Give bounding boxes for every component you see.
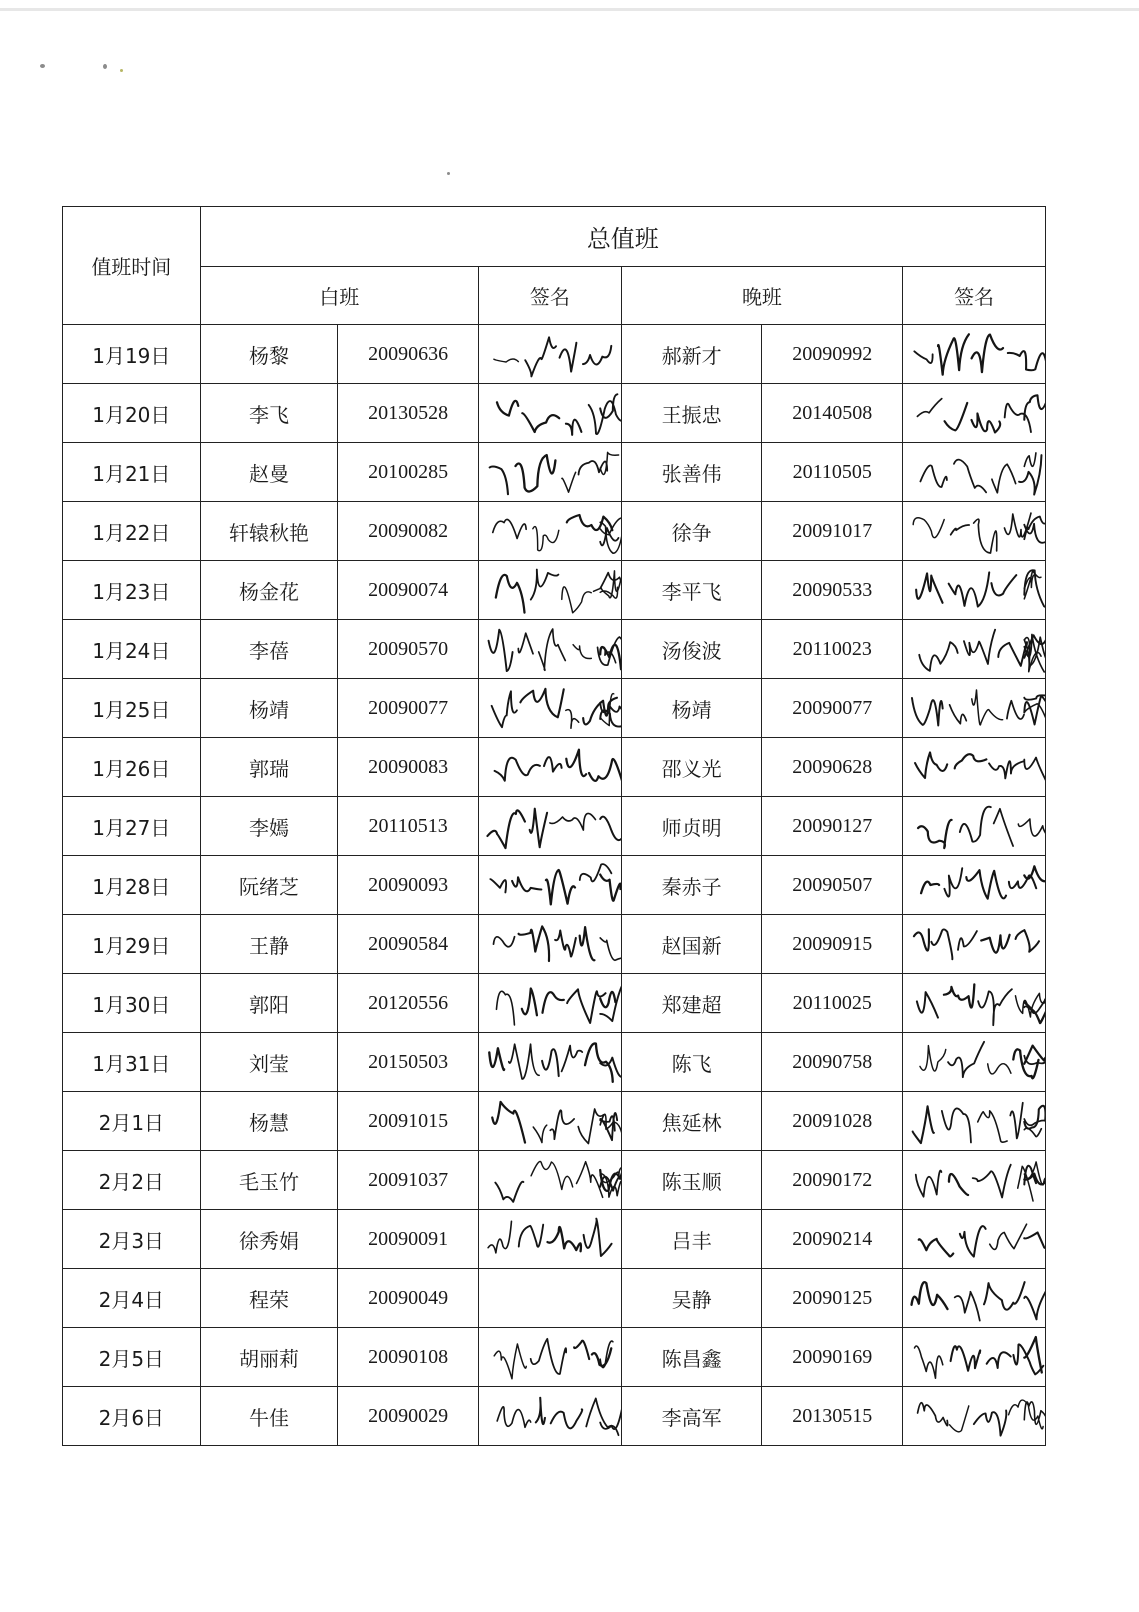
- duty-date: 2月4日: [63, 1269, 201, 1328]
- handwritten-signature: [479, 561, 621, 619]
- signature-strokes: [918, 392, 1045, 432]
- day-shift-id: 20090584: [338, 915, 479, 974]
- night-shift-id: 20110023: [762, 620, 903, 679]
- duty-date: 1月31日: [63, 1033, 201, 1092]
- handwritten-signature: [903, 1092, 1045, 1150]
- day-shift-name: 徐秀娟: [200, 1210, 338, 1269]
- handwritten-signature: [903, 974, 1045, 1032]
- signature-strokes: [490, 452, 619, 494]
- roster-row: [63, 1269, 1046, 1328]
- day-signature-cell: [478, 384, 621, 443]
- day-shift-name: 阮绪芝: [200, 856, 338, 915]
- night-shift-id: 20140508: [762, 384, 903, 443]
- signature-strokes: [920, 1042, 1045, 1080]
- day-signature-cell: [478, 1151, 621, 1210]
- day-shift-name: 王静: [200, 915, 338, 974]
- signature-strokes: [913, 1103, 1045, 1143]
- handwritten-signature: [903, 1210, 1045, 1268]
- day-signature-cell: [478, 620, 621, 679]
- duty-date: 1月30日: [63, 974, 201, 1033]
- handwritten-signature: [903, 1151, 1045, 1209]
- night-shift-name: 郝新才: [621, 325, 762, 384]
- signature-strokes: [488, 1219, 611, 1257]
- handwritten-signature: [479, 1033, 621, 1091]
- signature-strokes: [912, 690, 1045, 727]
- duty-date: 1月25日: [63, 679, 201, 738]
- night-shift-id: 20090214: [762, 1210, 903, 1269]
- signature-strokes: [919, 630, 1045, 672]
- day-signature-cell: [478, 797, 621, 856]
- day-shift-id: 20090082: [338, 502, 479, 561]
- day-signature-cell: [478, 1269, 621, 1328]
- roster-row: [63, 325, 1046, 384]
- day-shift-id: 20110513: [338, 797, 479, 856]
- duty-date: 2月2日: [63, 1151, 201, 1210]
- signature-strokes: [921, 866, 1045, 898]
- day-shift-id: 20090074: [338, 561, 479, 620]
- night-shift-id: 20090915: [762, 915, 903, 974]
- duty-date: 2月6日: [63, 1387, 201, 1446]
- day-shift-id: 20090636: [338, 325, 479, 384]
- night-shift-name: 陈昌鑫: [621, 1328, 762, 1387]
- night-shift-name: 王振忠: [621, 384, 762, 443]
- signature-strokes: [497, 1398, 621, 1436]
- handwritten-signature: [479, 679, 621, 737]
- night-signature-cell: [903, 561, 1046, 620]
- roster-row: [63, 502, 1046, 561]
- handwritten-signature: [479, 1210, 621, 1268]
- day-shift-id: 20130528: [338, 384, 479, 443]
- header-general-duty: 总值班: [200, 207, 1045, 267]
- night-shift-id: 20090127: [762, 797, 903, 856]
- night-signature-cell: [903, 620, 1046, 679]
- night-signature-cell: [903, 974, 1046, 1033]
- signature-strokes: [496, 983, 620, 1025]
- night-shift-id: 20090077: [762, 679, 903, 738]
- handwritten-signature: [903, 797, 1045, 855]
- scan-speck: [447, 172, 450, 175]
- signature-strokes: [489, 1043, 620, 1081]
- roster-row: [63, 1328, 1046, 1387]
- day-shift-name: 程荣: [200, 1269, 338, 1328]
- night-signature-cell: [903, 1092, 1046, 1151]
- night-shift-id: 20090533: [762, 561, 903, 620]
- roster-row: [63, 620, 1046, 679]
- night-shift-name: 陈飞: [621, 1033, 762, 1092]
- day-shift-name: 轩辕秋艳: [200, 502, 338, 561]
- night-shift-name: 郑建超: [621, 974, 762, 1033]
- day-signature-cell: [478, 856, 621, 915]
- signature-strokes: [914, 929, 1039, 959]
- signature-strokes: [493, 515, 621, 553]
- day-signature-cell: [478, 974, 621, 1033]
- roster-row: [63, 915, 1046, 974]
- duty-date: 1月29日: [63, 915, 201, 974]
- night-shift-name: 秦赤子: [621, 856, 762, 915]
- night-shift-name: 师贞明: [621, 797, 762, 856]
- header-day-shift: 白班: [200, 267, 478, 325]
- day-shift-name: 李嫣: [200, 797, 338, 856]
- signature-strokes: [495, 1161, 620, 1201]
- handwritten-signature: [903, 1328, 1045, 1386]
- day-shift-name: 杨黎: [200, 325, 338, 384]
- day-shift-name: 郭阳: [200, 974, 338, 1033]
- night-shift-id: 20090507: [762, 856, 903, 915]
- header-night-shift: 晚班: [621, 267, 902, 325]
- night-signature-cell: [903, 1210, 1046, 1269]
- day-shift-id: 20090083: [338, 738, 479, 797]
- night-signature-cell: [903, 856, 1046, 915]
- duty-roster-table: [62, 206, 1046, 1446]
- roster-row: [63, 1033, 1046, 1092]
- handwritten-signature: [479, 856, 621, 914]
- signature-strokes: [919, 1224, 1045, 1256]
- day-shift-id: 20090108: [338, 1328, 479, 1387]
- day-shift-name: 杨金花: [200, 561, 338, 620]
- night-signature-cell: [903, 1387, 1046, 1446]
- signature-strokes: [913, 513, 1045, 553]
- day-shift-id: 20150503: [338, 1033, 479, 1092]
- handwritten-signature: [479, 502, 621, 560]
- day-shift-name: 李飞: [200, 384, 338, 443]
- handwritten-signature: [903, 561, 1045, 619]
- handwritten-signature: [903, 856, 1045, 914]
- roster-row: [63, 1387, 1046, 1446]
- night-signature-cell: [903, 502, 1046, 561]
- roster-row: [63, 1092, 1046, 1151]
- night-shift-id: 20090758: [762, 1033, 903, 1092]
- night-shift-id: 20090169: [762, 1328, 903, 1387]
- signature-strokes: [917, 984, 1045, 1025]
- duty-date: 1月24日: [63, 620, 201, 679]
- day-shift-id: 20091015: [338, 1092, 479, 1151]
- night-signature-cell: [903, 797, 1046, 856]
- duty-date: 2月3日: [63, 1210, 201, 1269]
- scan-speck: [103, 64, 107, 69]
- night-signature-cell: [903, 443, 1046, 502]
- signature-strokes: [487, 809, 620, 849]
- day-shift-name: 胡丽莉: [200, 1328, 338, 1387]
- night-shift-id: 20090628: [762, 738, 903, 797]
- handwritten-signature: [479, 1387, 621, 1445]
- signature-strokes: [912, 1282, 1045, 1321]
- day-shift-id: 20090077: [338, 679, 479, 738]
- signature-strokes: [915, 1337, 1044, 1378]
- handwritten-signature: [903, 1269, 1045, 1327]
- night-shift-name: 吕丰: [621, 1210, 762, 1269]
- roster-row: [63, 1210, 1046, 1269]
- signature-strokes: [921, 453, 1042, 495]
- day-shift-name: 毛玉竹: [200, 1151, 338, 1210]
- night-shift-name: 杨靖: [621, 679, 762, 738]
- night-shift-name: 焦延林: [621, 1092, 762, 1151]
- duty-date: 1月23日: [63, 561, 201, 620]
- day-signature-cell: [478, 1328, 621, 1387]
- handwritten-signature: [903, 679, 1045, 737]
- handwritten-signature: [479, 384, 621, 442]
- day-signature-cell: [478, 443, 621, 502]
- roster-row: [63, 738, 1046, 797]
- night-shift-id: 20130515: [762, 1387, 903, 1446]
- night-shift-id: 20110505: [762, 443, 903, 502]
- header-duty-time: 值班时间: [63, 207, 201, 325]
- signature-strokes: [914, 334, 1045, 374]
- signature-strokes: [918, 807, 1045, 848]
- day-shift-name: 杨靖: [200, 679, 338, 738]
- signature-strokes: [492, 689, 621, 729]
- signature-strokes: [494, 337, 611, 376]
- night-shift-id: 20090172: [762, 1151, 903, 1210]
- day-signature-cell: [478, 1033, 621, 1092]
- handwritten-signature: [479, 325, 621, 383]
- night-shift-name: 徐争: [621, 502, 762, 561]
- roster-row: [63, 974, 1046, 1033]
- day-shift-name: 牛佳: [200, 1387, 338, 1446]
- day-shift-name: 刘莹: [200, 1033, 338, 1092]
- night-signature-cell: [903, 384, 1046, 443]
- night-signature-cell: [903, 325, 1046, 384]
- duty-date: 1月22日: [63, 502, 201, 561]
- night-signature-cell: [903, 738, 1046, 797]
- handwritten-signature: [479, 1328, 621, 1386]
- duty-date: 1月20日: [63, 384, 201, 443]
- day-signature-cell: [478, 325, 621, 384]
- night-shift-id: 20090992: [762, 325, 903, 384]
- signature-strokes: [497, 394, 621, 435]
- handwritten-signature: [903, 502, 1045, 560]
- night-shift-id: 20091017: [762, 502, 903, 561]
- duty-date: 1月27日: [63, 797, 201, 856]
- duty-date: 2月1日: [63, 1092, 201, 1151]
- signature-strokes: [495, 750, 621, 784]
- night-shift-name: 赵国新: [621, 915, 762, 974]
- night-shift-name: 陈玉顺: [621, 1151, 762, 1210]
- roster-row: [63, 561, 1046, 620]
- night-shift-name: 汤俊波: [621, 620, 762, 679]
- signature-strokes: [493, 926, 620, 961]
- night-signature-cell: [903, 915, 1046, 974]
- scan-edge: [0, 8, 1139, 11]
- day-signature-cell: [478, 502, 621, 561]
- duty-date: 1月19日: [63, 325, 201, 384]
- handwritten-signature: [903, 443, 1045, 501]
- handwritten-signature: [479, 620, 621, 678]
- night-shift-id: 20110025: [762, 974, 903, 1033]
- day-shift-id: 20100285: [338, 443, 479, 502]
- day-shift-id: 20120556: [338, 974, 479, 1033]
- day-shift-name: 郭瑞: [200, 738, 338, 797]
- handwritten-signature: [903, 325, 1045, 383]
- night-signature-cell: [903, 1033, 1046, 1092]
- duty-date: 1月21日: [63, 443, 201, 502]
- handwritten-signature: [479, 974, 621, 1032]
- day-shift-id: 20090091: [338, 1210, 479, 1269]
- day-shift-name: 李蓓: [200, 620, 338, 679]
- night-shift-name: 李高军: [621, 1387, 762, 1446]
- signature-strokes: [916, 570, 1045, 607]
- handwritten-signature: [479, 738, 621, 796]
- night-shift-name: 吴静: [621, 1269, 762, 1328]
- signature-strokes: [494, 1339, 613, 1379]
- night-shift-name: 李平飞: [621, 561, 762, 620]
- signature-strokes: [915, 752, 1045, 783]
- night-signature-cell: [903, 1269, 1046, 1328]
- signature-strokes: [496, 570, 621, 613]
- handwritten-signature: [903, 1033, 1045, 1091]
- handwritten-signature: [903, 915, 1045, 973]
- day-shift-id: 20090049: [338, 1269, 479, 1328]
- handwritten-signature: [903, 1387, 1045, 1445]
- handwritten-signature: [903, 620, 1045, 678]
- handwritten-signature: [479, 797, 621, 855]
- day-shift-id: 20090570: [338, 620, 479, 679]
- duty-date: 2月5日: [63, 1328, 201, 1387]
- scan-speck: [40, 64, 45, 68]
- day-shift-name: 赵曼: [200, 443, 338, 502]
- roster-row: [63, 1151, 1046, 1210]
- night-shift-name: 张善伟: [621, 443, 762, 502]
- night-shift-id: 20090125: [762, 1269, 903, 1328]
- handwritten-signature: [903, 738, 1045, 796]
- scan-speck: [120, 69, 123, 72]
- day-signature-cell: [478, 561, 621, 620]
- signature-strokes: [918, 1400, 1045, 1436]
- handwritten-signature: [479, 443, 621, 501]
- roster-body: [63, 325, 1046, 1446]
- header-day-signature: 签名: [478, 267, 621, 325]
- day-signature-cell: [478, 1387, 621, 1446]
- handwritten-signature: [903, 384, 1045, 442]
- duty-date: 1月28日: [63, 856, 201, 915]
- roster-row: [63, 384, 1046, 443]
- day-shift-name: 杨慧: [200, 1092, 338, 1151]
- signature-strokes: [489, 629, 621, 671]
- day-signature-cell: [478, 738, 621, 797]
- night-signature-cell: [903, 679, 1046, 738]
- duty-date: 1月26日: [63, 738, 201, 797]
- day-signature-cell: [478, 1092, 621, 1151]
- roster-row: [63, 679, 1046, 738]
- handwritten-signature: [479, 915, 621, 973]
- night-signature-cell: [903, 1328, 1046, 1387]
- day-shift-id: 20090029: [338, 1387, 479, 1446]
- night-signature-cell: [903, 1151, 1046, 1210]
- roster-row: [63, 443, 1046, 502]
- night-shift-name: 邵义光: [621, 738, 762, 797]
- day-signature-cell: [478, 1210, 621, 1269]
- day-shift-id: 20090093: [338, 856, 479, 915]
- roster-row: [63, 797, 1046, 856]
- night-shift-id: 20091028: [762, 1092, 903, 1151]
- roster-row: [63, 856, 1046, 915]
- signature-strokes: [490, 864, 620, 904]
- header-night-signature: 签名: [903, 267, 1046, 325]
- day-shift-id: 20091037: [338, 1151, 479, 1210]
- handwritten-signature: [479, 1092, 621, 1150]
- signature-strokes: [492, 1102, 620, 1144]
- day-signature-cell: [478, 679, 621, 738]
- signature-strokes: [916, 1162, 1045, 1201]
- handwritten-signature: [479, 1151, 621, 1209]
- day-signature-cell: [478, 915, 621, 974]
